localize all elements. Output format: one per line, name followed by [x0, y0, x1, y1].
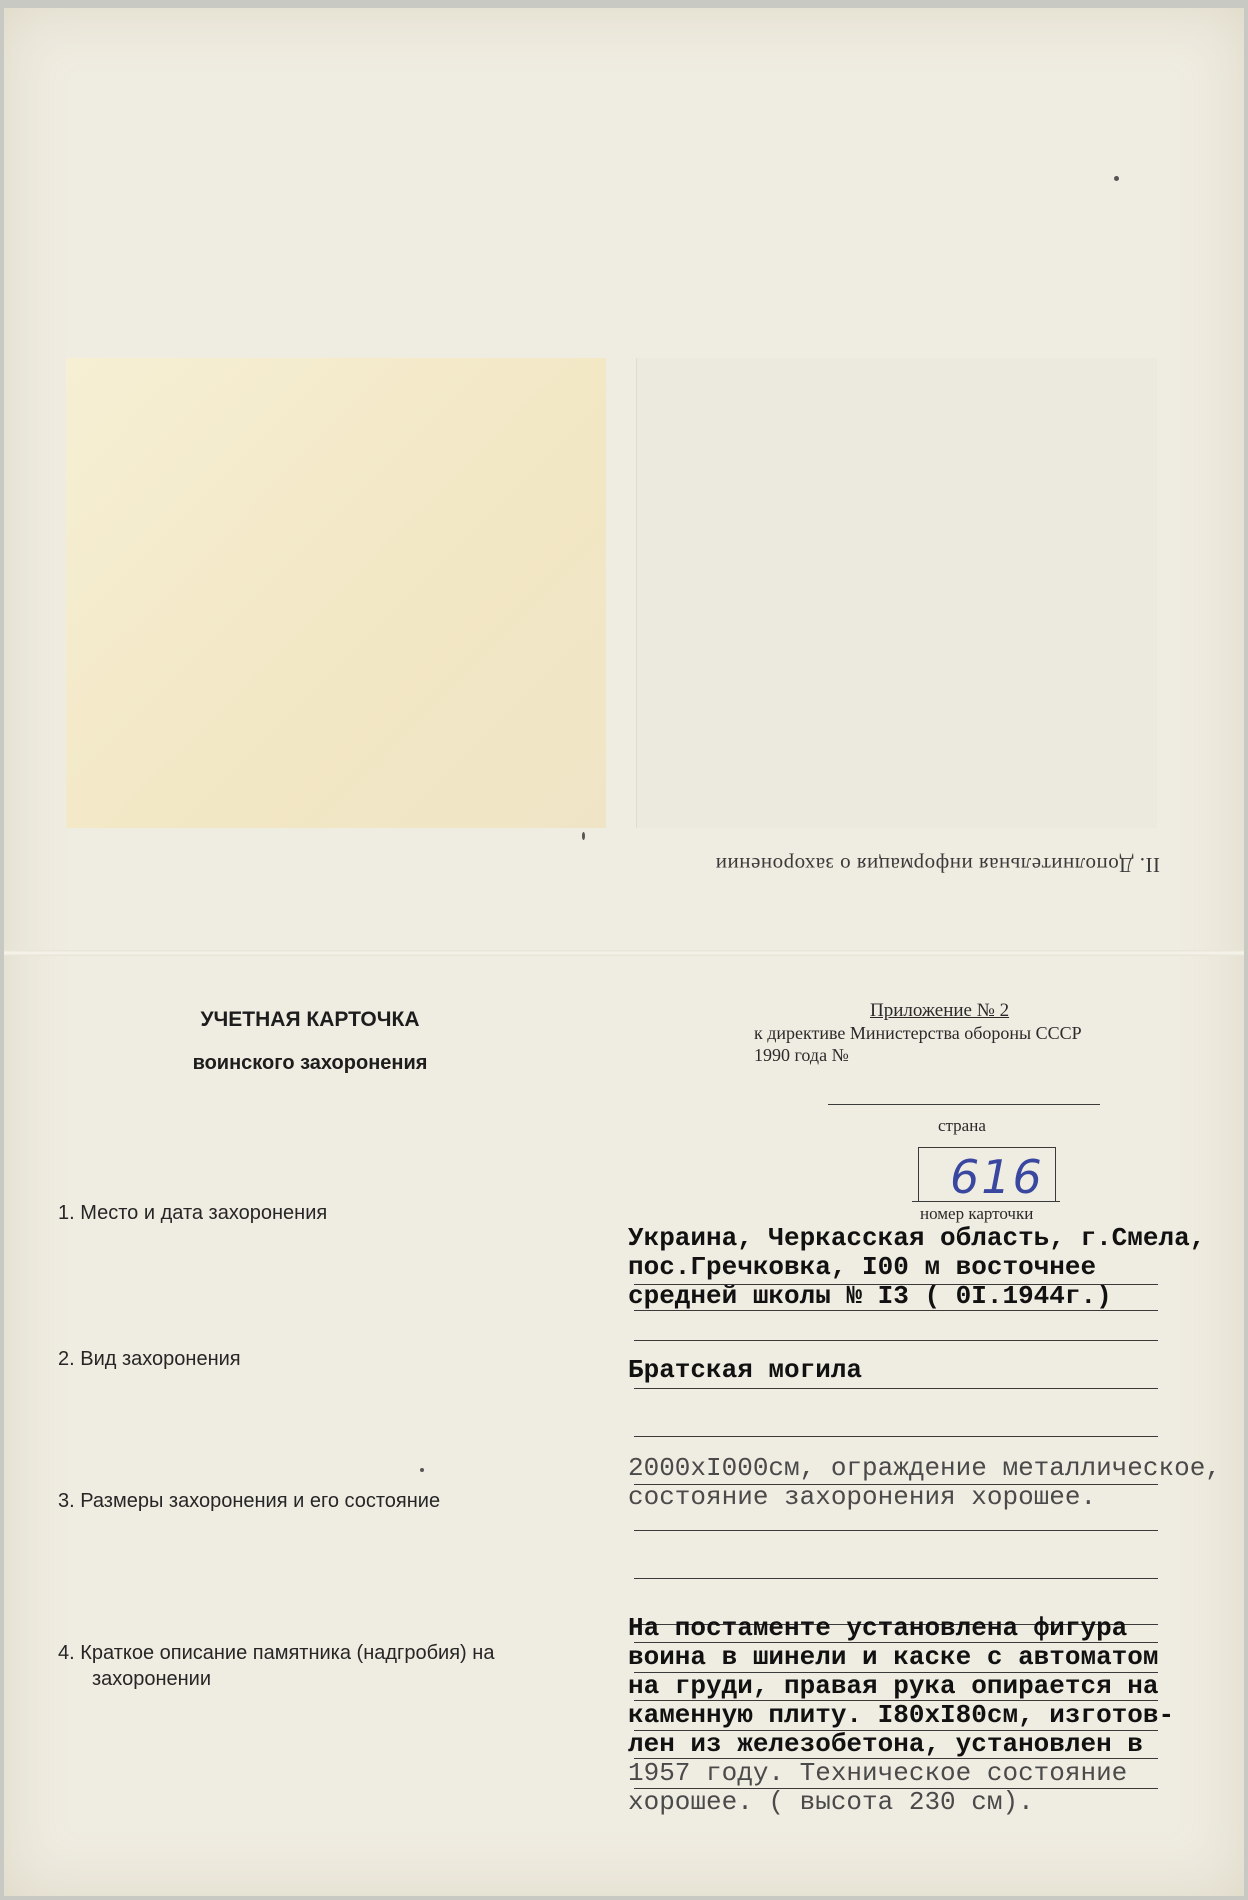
answer-line: Братская могила	[628, 1355, 863, 1385]
answer-rule	[634, 1310, 1158, 1311]
answer-line: хорошее. ( высота 230 см).	[628, 1787, 1034, 1817]
answer-line: 2000xI000см, ограждение металлическое,	[628, 1453, 1221, 1483]
field-4-label-line-1: 4. Краткое описание памятника (надгробия) на	[58, 1642, 495, 1664]
card-number-line	[912, 1201, 1060, 1202]
answer-rule	[634, 1758, 1158, 1759]
answer-line: 1957 году. Техническое состояние	[628, 1758, 1128, 1788]
answer-rule	[634, 1340, 1158, 1341]
card-number-handwritten: 616	[950, 1150, 1044, 1204]
appendix-note	[754, 1000, 1082, 1066]
country-label: страна	[938, 1116, 986, 1135]
answer-line: каменную плиту. I80xI80см, изготов-	[628, 1700, 1175, 1730]
answer-rule	[634, 1642, 1158, 1643]
answer-rule	[634, 1730, 1158, 1731]
paper-speck	[582, 832, 585, 840]
field-4-label	[58, 1640, 494, 1692]
answer-line: состояние захоронения хорошее.	[628, 1482, 1097, 1512]
answer-rule	[634, 1484, 1158, 1485]
answer-line: на груди, правая рука опирается на	[628, 1671, 1159, 1701]
answer-rule	[634, 1388, 1158, 1389]
answer-rule	[634, 1436, 1158, 1437]
answer-rule	[634, 1578, 1158, 1579]
field-3-label: 3. Размеры захоронения и его состояние	[58, 1490, 441, 1512]
appendix-number: Приложение № 2	[870, 1000, 1010, 1021]
answer-line: воина в шинели и каске с автоматом	[628, 1642, 1159, 1672]
answer-rule	[634, 1788, 1158, 1789]
answer-line: средней школы № I3 ( 0I.1944г.)	[628, 1281, 1112, 1311]
card-number-label: номер карточки	[920, 1204, 1034, 1223]
field-4-answer	[628, 1614, 1174, 1817]
photo-placeholder-right	[636, 358, 1157, 828]
appendix-year: 1990 года №	[754, 1045, 849, 1065]
answer-line: Украина, Черкасская область, г.Смела,	[628, 1223, 1206, 1253]
field-1-answer	[628, 1224, 1205, 1311]
answer-rule	[634, 1530, 1158, 1531]
country-line	[828, 1104, 1100, 1105]
field-2-label: 2. Вид захоронения	[58, 1348, 241, 1370]
answer-rule	[634, 1672, 1158, 1673]
answer-rule	[634, 1700, 1158, 1701]
additional-info-header-rotated: II. Дополнительная информация о захоронении	[715, 853, 1160, 877]
field-2-answer	[628, 1356, 862, 1385]
answer-rule	[634, 1284, 1158, 1285]
field-1-label: 1. Место и дата захоронения	[58, 1202, 328, 1224]
appendix-directive: к директиве Министерства обороны СССР	[754, 1023, 1082, 1043]
paper-speck	[420, 1468, 424, 1472]
card-title: УЧЕТНАЯ КАРТОЧКА	[200, 1008, 420, 1031]
answer-line: лен из железобетона, установлен в	[628, 1729, 1143, 1759]
photo-placeholder-left	[66, 358, 606, 828]
card-subtitle: воинского захоронения	[192, 1052, 428, 1074]
answer-line: На постаменте установлена фигура	[628, 1613, 1128, 1643]
answer-line: пос.Гречковка, I00 м восточнее	[628, 1252, 1097, 1282]
paper-fold	[4, 950, 1244, 956]
paper-speck	[1114, 176, 1119, 181]
field-4-label-line-2: захоронении	[92, 1668, 211, 1690]
field-3-answer	[628, 1454, 1221, 1512]
